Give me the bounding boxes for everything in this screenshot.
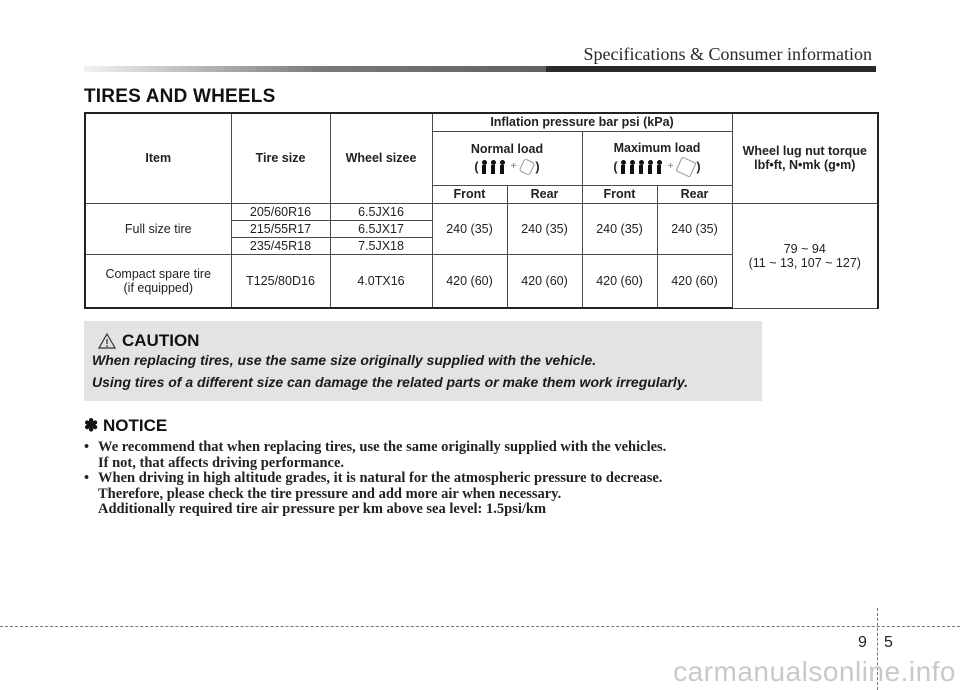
list-item: • When driving in high altitude grades, it is natural for the atmospheric pressure to decrease. Therefore, please check the tire pressure and add more air when necessary. Additionally required tire air pressure per km above sea level: 1.5psi/km: [84, 470, 663, 517]
pressure-cell: 240 (35): [582, 203, 657, 254]
bullet-icon: •: [84, 439, 90, 455]
luggage-icon: [519, 158, 536, 176]
torque-value: 79 ~ 94: [783, 241, 826, 256]
wheel-size-cell: 6.5JX17: [330, 220, 432, 237]
pressure-cell: 420 (60): [657, 254, 732, 308]
person-icon: [630, 160, 635, 174]
pressure-cell: 420 (60): [507, 254, 582, 308]
person-icon: [621, 160, 626, 174]
full-size-item: Full size tire: [85, 203, 231, 254]
header-max-front: Front: [582, 185, 657, 203]
person-icon: [500, 160, 505, 174]
person-icon: [648, 160, 653, 174]
header-normal-front: Front: [432, 185, 507, 203]
torque-cell: [732, 203, 878, 308]
person-icon: [657, 160, 662, 174]
header-normal-rear: Rear: [507, 185, 582, 203]
tire-size-cell: 205/60R16: [231, 203, 330, 220]
plus-icon: +: [667, 161, 674, 172]
header-item: Item: [85, 113, 231, 203]
warning-triangle-icon: [98, 333, 116, 349]
pressure-cell: 240 (35): [657, 203, 732, 254]
normal-load-icons: ( + ): [474, 160, 540, 174]
notice-title: ✽ NOTICE: [84, 416, 168, 435]
header-tire-size: Tire size: [231, 113, 330, 203]
tires-wheels-table: [84, 112, 879, 309]
pressure-cell: 420 (60): [432, 254, 507, 308]
person-icon: [639, 160, 644, 174]
page-title: TIRES AND WHEELS: [84, 86, 276, 107]
normal-load-label: Normal load: [470, 142, 544, 156]
header-inflation: Inflation pressure bar psi (kPa): [432, 113, 732, 131]
header-max-rear: Rear: [657, 185, 732, 203]
watermark: carmanualsonline.info: [673, 656, 956, 687]
header-normal-load: [432, 131, 582, 185]
caution-box: [84, 321, 762, 401]
tire-size-cell: T125/80D16: [231, 254, 330, 308]
person-icon: [491, 160, 496, 174]
luggage-icon: [676, 156, 697, 177]
wheel-size-cell: 6.5JX16: [330, 203, 432, 220]
header-maximum-load: [582, 131, 732, 185]
pressure-cell: 240 (35): [507, 203, 582, 254]
plus-icon: +: [510, 161, 517, 172]
caution-line: When replacing tires, use the same size originally supplied with the vehicle.: [92, 352, 597, 368]
bullet-icon: •: [84, 470, 90, 486]
spare-item: Compact spare tire (if equipped): [85, 254, 231, 308]
header-rule: [84, 66, 876, 72]
list-item: • We recommend that when replacing tires, use the same originally supplied with the vehicles. If not, that affects driving performance.: [84, 439, 667, 471]
pressure-cell: 420 (60): [582, 254, 657, 308]
maximum-load-icons: ( + ): [613, 159, 700, 175]
person-icon: [482, 160, 487, 174]
caution-line: Using tires of a different size can damage the related parts or make them work irregularly.: [92, 374, 688, 390]
torque-value-metric: (11 ~ 13, 107 ~ 127): [748, 255, 861, 270]
notice-list: [84, 440, 774, 518]
lug-torque-units: lbf•ft, N•mk (g•m): [754, 158, 856, 173]
page-number: 5: [884, 634, 893, 651]
pressure-cell: 240 (35): [432, 203, 507, 254]
table-row: [85, 203, 878, 220]
lug-torque-label: Wheel lug nut torque: [742, 144, 867, 159]
header-wheel-size: Wheel sizee: [330, 113, 432, 203]
header-lug-torque: [732, 113, 878, 203]
tire-size-cell: 215/55R17: [231, 220, 330, 237]
maximum-load-label: Maximum load: [613, 141, 701, 155]
caution-header: [98, 331, 199, 351]
tire-size-cell: 235/45R18: [231, 237, 330, 254]
wheel-size-cell: 4.0TX16: [330, 254, 432, 308]
footer-rule: [0, 626, 960, 627]
chapter-number: 9: [858, 634, 867, 651]
section-header: Specifications & Consumer information: [583, 44, 872, 64]
wheel-size-cell: 7.5JX18: [330, 237, 432, 254]
caution-title: CAUTION: [122, 331, 200, 350]
